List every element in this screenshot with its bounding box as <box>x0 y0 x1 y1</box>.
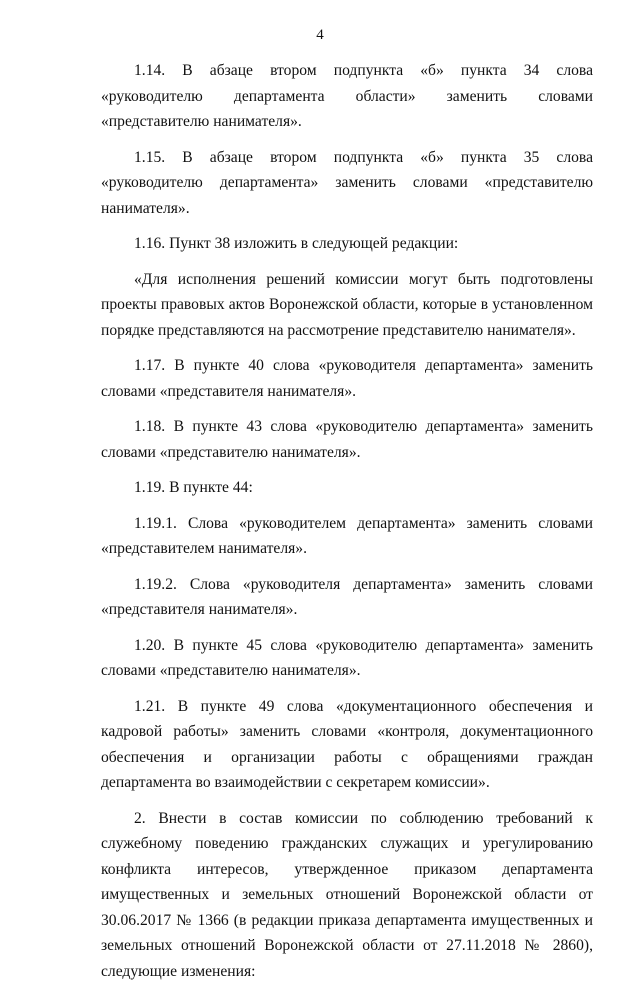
paragraph-1-14: 1.14. В абзаце втором подпункта «б» пункта 34 слова «руководителю департамента области» заменить словами «представителю нанимателя». <box>101 62 593 130</box>
paragraph-1-18: 1.18. В пункте 43 слова «руководителю департамента» заменить словами «представителю нанимателя». <box>101 418 593 461</box>
paragraph-2: 2. Внести в состав комиссии по соблюдению требований к служебному поведению гражданских служащих и урегулированию конфликта интересов, утвержденное приказом департамента имущественных и земельных отношений Воронежской области от 30.06.2017 № 1366 (в редакции приказа департамента имущественных и земельных отношений Воронежской области от 27.11.2018 № 2860), следующие изменения: <box>101 809 593 980</box>
paragraph-1-19-1: 1.19.1. Слова «руководителем департамента» заменить словами «представителем нанимателя». <box>101 514 593 557</box>
paragraph-1-17: 1.17. В пункте 40 слова «руководителя департамента» заменить словами «представителя нанимателя». <box>101 357 593 400</box>
paragraph-quote: «Для исполнения решений комиссии могут быть подготовлены проекты правовых актов Воронежской области, которые в установленном порядке представляются на рассмотрение представителю нанимателя». <box>101 270 593 339</box>
paragraph-1-21: 1.21. В пункте 49 слова «документационного обеспечения и кадровой работы» заменить словами «контроля, документационного обеспечения и организации работы с обращениями граждан департамента во взаимодействии с секретарем комиссии». <box>101 697 593 791</box>
paragraph-1-19-2: 1.19.2. Слова «руководителя департамента» заменить словами «представителя нанимателя». <box>101 575 593 618</box>
document-body <box>101 58 593 994</box>
paragraph-1-15: 1.15. В абзаце втором подпункта «б» пункта 35 слова «руководителю департамента» заменить словами «представителю нанимателя». <box>101 148 593 217</box>
page-number: 4 <box>316 27 324 43</box>
paragraph-1-20: 1.20. В пункте 45 слова «руководителю департамента» заменить словами «представителю нанимателя». <box>101 636 593 679</box>
paragraph-1-16: 1.16. Пункт 38 изложить в следующей редакции: <box>134 235 459 252</box>
paragraph-1-19: 1.19. В пункте 44: <box>134 479 253 496</box>
